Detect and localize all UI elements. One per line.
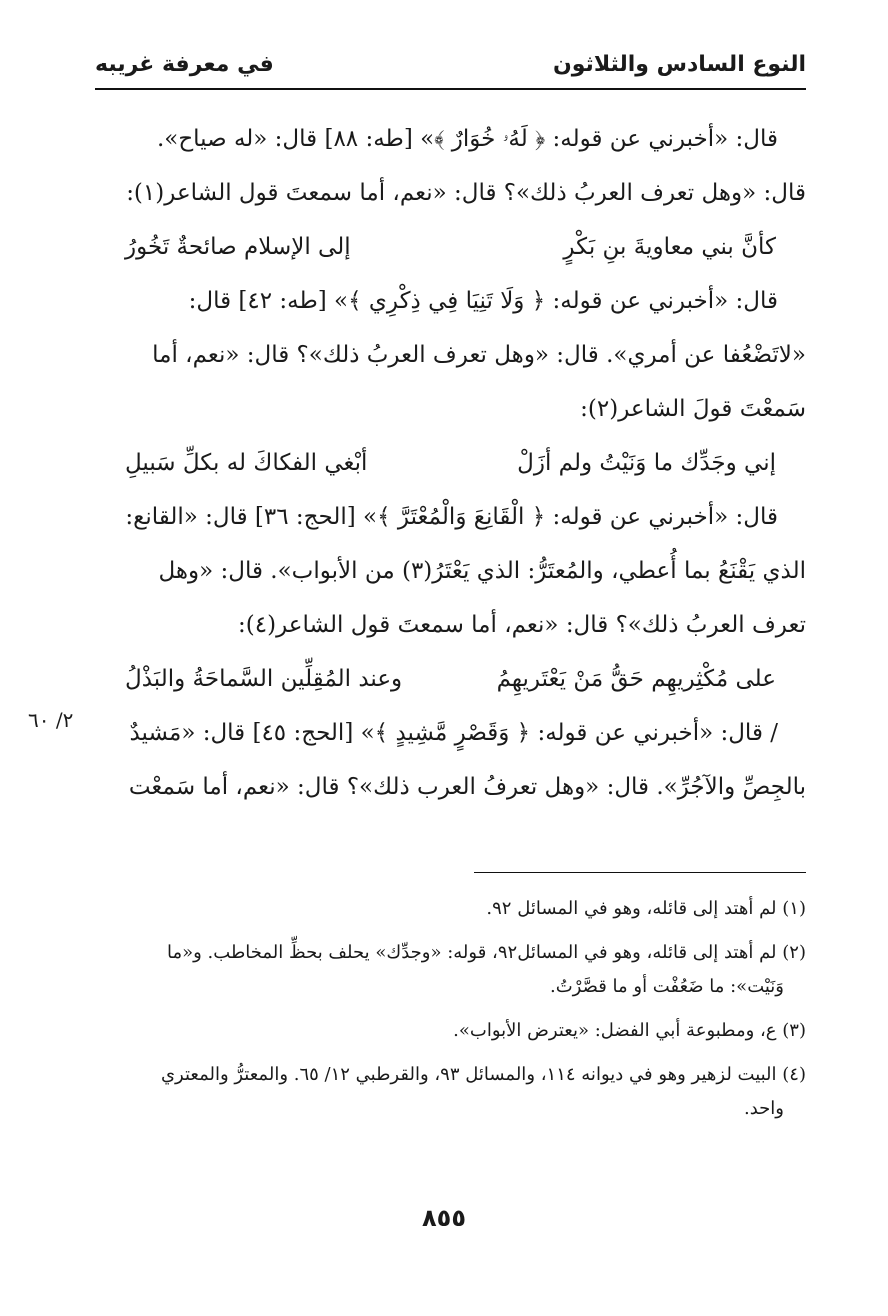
verse-3-second-hemistich: وعند المُقِلِّين السَّماحَةُ والبَذْلُ [125,666,403,692]
verse-1-first-hemistich: كأنَّ بني معاويةَ بنِ بَكْرٍ [563,234,776,260]
verse-3 [95,652,806,706]
footnote-4 [95,1058,806,1126]
footnote-1: (١) لم أهتد إلى قائله، وهو في المسائل ٩٢. [486,898,806,919]
text-line: سَمعْتَ قولَ الشاعر(٢): [580,396,806,422]
text-line: قال: «أخبرني عن قوله: ﴿ لَهُۥ خُوَارٌ ﴾» [طه: ٨٨] قال: «له صياح». [156,126,778,152]
running-header [95,42,806,86]
header-left-title: في معرفة غريبه [95,51,274,77]
text-line: تعرف العربُ ذلك»؟ قال: «نعم، أما سمعتَ قول الشاعر(٤): [238,612,806,638]
main-text [95,112,806,814]
text-line: قال: «أخبرني عن قوله: ﴿ وَلَا تَنِيَا فِي ذِكْرِي ﴾» [طه: ٤٢] قال: [188,288,778,314]
text-line: قال: «أخبرني عن قوله: ﴿ الْقَانِعَ وَالْمُعْتَرَّ ﴾» [الحج: ٣٦] قال: «القانع: [125,504,778,530]
verse-2-first-hemistich: إني وجَدِّك ما وَنَيْتُ ولم أزَلْ [517,450,776,476]
footnote-4-line-1: (٤) البيت لزهير وهو في ديوانه ١١٤، والمسائل ٩٣، والقرطبي ١٢/ ٦٥. والمعترُّ والمعتري [160,1064,806,1085]
header-rule [95,88,806,90]
footnotes [95,892,806,1136]
verse-1-second-hemistich: إلى الإسلام صائحةٌ تَخُورُ [125,234,351,260]
footnote-rule [474,872,806,873]
margin-reference: ٢/ ٦٠ [28,708,74,732]
text-line: / قال: «أخبرني عن قوله: ﴿ وَقَصْرٍ مَّشِيدٍ ﴾» [الحج: ٤٥] قال: «مَشيدٌ [129,720,778,746]
footnote-2-line-1: (٢) لم أهتد إلى قائله، وهو في المسائل٩٢، قوله: «وجدِّك» يحلف بحظِّ المخاطب. و«ما [167,942,806,963]
verse-2 [95,436,806,490]
verse-3-first-hemistich: على مُكْثِريهِم حَقُّ مَنْ يَعْتَريهِمُ [496,666,776,692]
footnote-2 [95,936,806,1004]
text-line: الذي يَقْنَعُ بما أُعطي، والمُعتَرُّ: الذي يَعْتَرُ(٣) من الأبواب». قال: «وهل [158,558,806,584]
text-line: «لاتَضْعُفا عن أمري». قال: «وهل تعرف العربُ ذلك»؟ قال: «نعم، أما [152,342,806,368]
page-number: ٨٥٥ [422,1204,466,1232]
verse-1 [95,220,806,274]
footnote-4-line-2: واحد. [744,1098,784,1119]
verse-2-second-hemistich: أبْغي الفكاكَ له بكلِّ سَبيلِ [125,450,368,476]
text-line: بالجِصِّ والآجُرِّ». قال: «وهل تعرفُ العرب ذلك»؟ قال: «نعم، أما سَمعْت [128,774,806,800]
footnote-2-line-2: وَنَيْت»: ما ضَعُفْت أو ما قصَّرْتُ. [550,976,784,997]
header-right-title: النوع السادس والثلاثون [552,51,806,77]
text-line: قال: «وهل تعرف العربُ ذلك»؟ قال: «نعم، أما سمعتَ قول الشاعر(١): [126,180,806,206]
footnote-3: (٣) ع، ومطبوعة أبي الفضل: «يعترض الأبواب». [453,1020,806,1041]
